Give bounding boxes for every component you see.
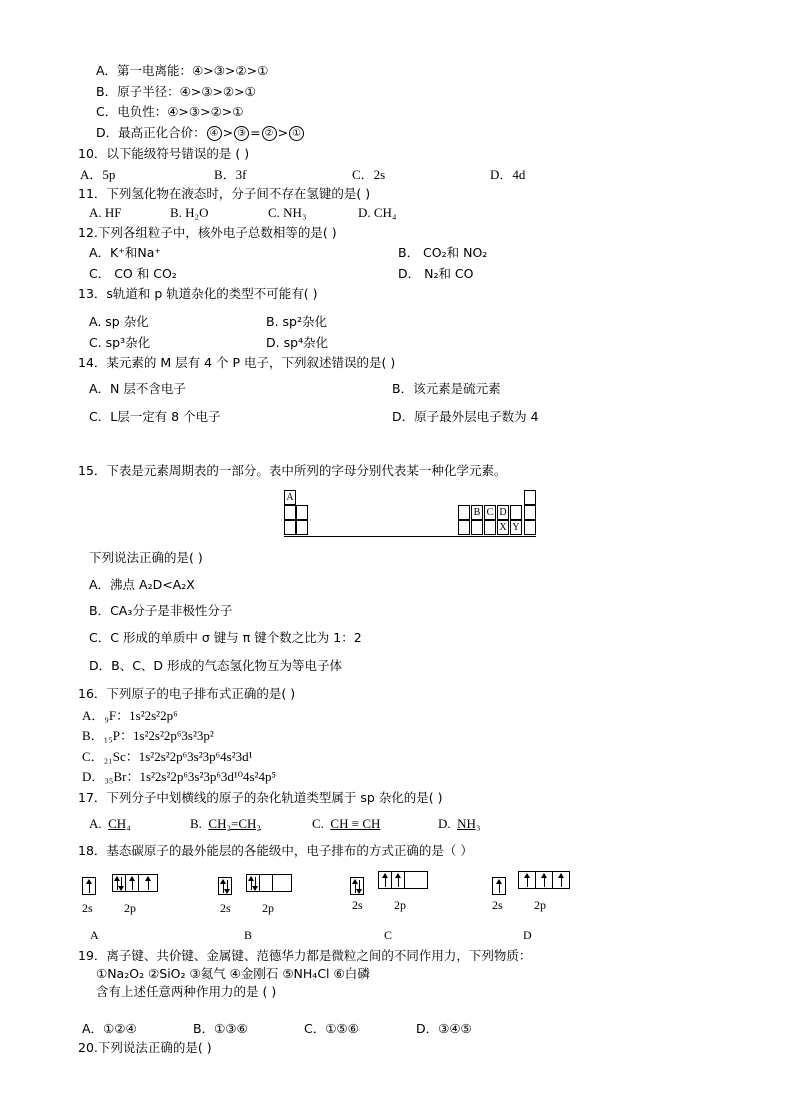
pt-cell (524, 520, 536, 535)
q18-letter-d: D (523, 928, 532, 942)
q18-c-2s-box (350, 877, 364, 895)
q9-op1: > (222, 125, 234, 140)
q18-d-2s-box (492, 877, 506, 895)
q11-option-b: B. H₂O (170, 205, 209, 220)
q13-option-a: A. sp 杂化 (89, 314, 149, 329)
q12-option-c: C． CO 和 CO₂ (89, 266, 177, 281)
q18-d-2p-label: 2p (534, 898, 546, 912)
arrow-up-icon (499, 880, 500, 893)
q12-option-a: A．K⁺和Na⁺ (89, 245, 161, 260)
q19-stem: 19．离子键、共价键、金属键、范德华力都是微粒之间的不同作用力，下列物质： (78, 948, 532, 963)
q17-option-a (89, 816, 131, 832)
q15-option-b: B．CA₃分子是非极性分子 (89, 603, 233, 618)
q15-sub: 下列说法正确的是( ) (89, 550, 203, 565)
q18-letter-a: A (90, 928, 99, 942)
q15-option-d: D．B、C、D 形成的气态氢化物互为等电子体 (89, 658, 343, 673)
q14-option-a: A．N 层不含电子 (89, 381, 186, 396)
q18-letter-c: C (384, 928, 393, 942)
q17-d-label: D. (438, 816, 451, 831)
q17-d-formula: NH₃ (457, 816, 481, 831)
q10-option-a: A．5p (80, 167, 116, 182)
q14-option-d: D．原子最外层电子数为 4 (392, 409, 539, 424)
q18-a-2s-box (82, 877, 96, 895)
q9-option-c: C．电负性：④>③>②>① (96, 104, 244, 119)
q9-option-a: A．第一电离能：④>③>②>① (96, 63, 269, 78)
pt-cell-b: B (471, 505, 483, 520)
q17-b-label: B. (190, 816, 202, 831)
q13-option-b: B. sp²杂化 (266, 314, 327, 329)
q14-option-c: C．L层一定有 8 个电子 (89, 409, 221, 424)
q17-option-c (312, 816, 380, 832)
q18-a-2p-label: 2p (124, 901, 136, 915)
q15-stem: 15．下表是元素周期表的一部分。表中所列的字母分别代表某一种化学元素。 (78, 463, 507, 478)
arrow-up-icon (561, 874, 562, 887)
pt-cell-x: X (497, 520, 509, 535)
pt-cell (458, 505, 470, 520)
arrow-up-icon (398, 874, 399, 887)
q15-option-c: C．C 形成的单质中 σ 键与 π 键个数之比为 1：2 (89, 630, 362, 645)
q15-option-a: A．沸点 A₂D<A₂X (89, 577, 195, 592)
circled-2: ② (262, 126, 277, 141)
q18-d-2p-boxes (518, 871, 570, 889)
q13-stem: 13．s轨道和 p 轨道杂化的类型不可能有( ) (78, 286, 318, 301)
q18-b-2p-label: 2p (262, 901, 274, 915)
q18-letter-b: B (244, 928, 253, 942)
q19-option-a: A．①②④ (82, 1021, 137, 1036)
q11-option-c: C. NH₃ (268, 205, 307, 220)
q17-b-formula: CH₂=CH₂ (208, 816, 261, 831)
q17-a-label: A. (89, 816, 102, 831)
pt-cell (296, 505, 308, 520)
q20-stem: 20.下列说法正确的是( ) (78, 1040, 212, 1055)
q19-list: ①Na₂O₂ ②SiO₂ ③氦气 ④金刚石 ⑤NH₄Cl ⑥白磷 (96, 966, 370, 981)
arrow-down-icon (359, 880, 360, 893)
pt-baseline (284, 536, 536, 537)
q10-option-b: B．3f (214, 167, 247, 182)
pt-cell-group18-row1 (524, 490, 536, 505)
q16-option-a: A．₉F：1s²2s²2p⁶ (82, 708, 178, 723)
q12-option-b: B． CO₂和 NO₂ (398, 245, 488, 260)
arrow-up-icon (89, 880, 90, 893)
q17-stem: 17．下列分子中划横线的原子的杂化轨道类型属于 sp 杂化的是( ) (78, 790, 443, 805)
q18-a-2s-label: 2s (82, 901, 93, 915)
q19-option-b: B．①③⑥ (193, 1021, 248, 1036)
arrow-down-icon (255, 877, 256, 890)
q18-d-2s-label: 2s (492, 898, 503, 912)
arrow-down-icon (227, 880, 228, 893)
pt-cell (471, 520, 483, 535)
q10-option-d: D．4d (490, 167, 526, 182)
q16-option-d: D．₃₅Br：1s²2s²2p⁶3s²3p⁶3d¹⁰4s²4p⁵ (82, 769, 276, 784)
pt-cell-a: A (284, 490, 296, 505)
pt-cell (524, 505, 536, 520)
q17-c-label: C. (312, 816, 324, 831)
q18-c-2s-label: 2s (352, 898, 363, 912)
q18-b-2s-label: 2s (220, 901, 231, 915)
arrow-up-icon (385, 874, 386, 887)
q11-option-d: D. CH₄ (358, 205, 397, 220)
q10-option-c: C．2s (352, 167, 386, 182)
q16-stem: 16．下列原子的电子排布式正确的是( ) (78, 686, 296, 701)
arrow-up-icon (132, 877, 133, 890)
q16-option-b: B．₁₅P：1s²2s²2p⁶3s²3p² (82, 728, 214, 743)
q9-option-b: B．原子半径：④>③>②>① (96, 84, 256, 99)
circled-4: ④ (207, 126, 222, 141)
pt-cell (510, 505, 522, 520)
q11-stem: 11．下列氢化物在液态时，分子间不存在氢键的是( ) (78, 186, 371, 201)
q17-option-b (190, 816, 261, 832)
pt-cell (284, 505, 296, 520)
q19-option-d: D．③④⑤ (416, 1021, 472, 1036)
q10-stem: 10．以下能级符号错误的是 ( ) (78, 146, 250, 161)
q9-option-d-prefix: D．最高正化合价： (96, 125, 206, 140)
pt-cell (484, 520, 496, 535)
q12-stem: 12.下列各组粒子中，核外电子总数相等的是( ) (78, 225, 337, 240)
q18-c-2p-boxes (378, 871, 428, 889)
q19-sub: 含有上述任意两种作用力的是 ( ) (96, 984, 277, 999)
q9-option-d (96, 125, 305, 141)
q17-option-d (438, 816, 480, 832)
q13-option-c: C. sp³杂化 (89, 335, 151, 350)
pt-cell-c: C (484, 505, 496, 520)
q18-c-2p-label: 2p (394, 898, 406, 912)
q9-op2: = (250, 125, 261, 140)
q18-a-2p-boxes (112, 874, 158, 892)
q16-option-c: C．₂₁Sc：1s²2s²2p⁶3s²3p⁶4s²3d¹ (82, 749, 253, 764)
q13-option-d: D. sp⁴杂化 (266, 335, 329, 350)
q14-option-b: B．该元素是硫元素 (392, 381, 501, 396)
pt-cell (284, 520, 296, 535)
circled-3: ③ (234, 126, 249, 141)
q17-a-formula: CH₄ (108, 816, 131, 831)
q19-option-c: C．①⑤⑥ (304, 1021, 359, 1036)
q18-stem: 18．基态碳原子的最外能层的各能级中，电子排布的方式正确的是（ ） (78, 843, 473, 858)
pt-cell (296, 520, 308, 535)
pt-cell-d: D (497, 505, 509, 520)
pt-cell-y: Y (510, 520, 522, 535)
q12-option-d: D． N₂和 CO (398, 266, 474, 281)
q14-stem: 14．某元素的 M 层有 4 个 P 电子，下列叙述错误的是( ) (78, 355, 396, 370)
pt-cell (458, 520, 470, 535)
arrow-down-icon (121, 877, 122, 890)
q18-b-2s-box (218, 877, 232, 895)
circled-1: ① (289, 126, 304, 141)
arrow-up-icon (544, 874, 545, 887)
q17-c-formula: CH ≡ CH (330, 816, 381, 831)
arrow-up-icon (148, 877, 149, 890)
arrow-up-icon (527, 874, 528, 887)
q9-op3: > (277, 125, 289, 140)
periodic-table-fragment (284, 490, 536, 538)
q11-option-a: A. HF (89, 205, 122, 220)
q18-b-2p-boxes (246, 874, 292, 892)
